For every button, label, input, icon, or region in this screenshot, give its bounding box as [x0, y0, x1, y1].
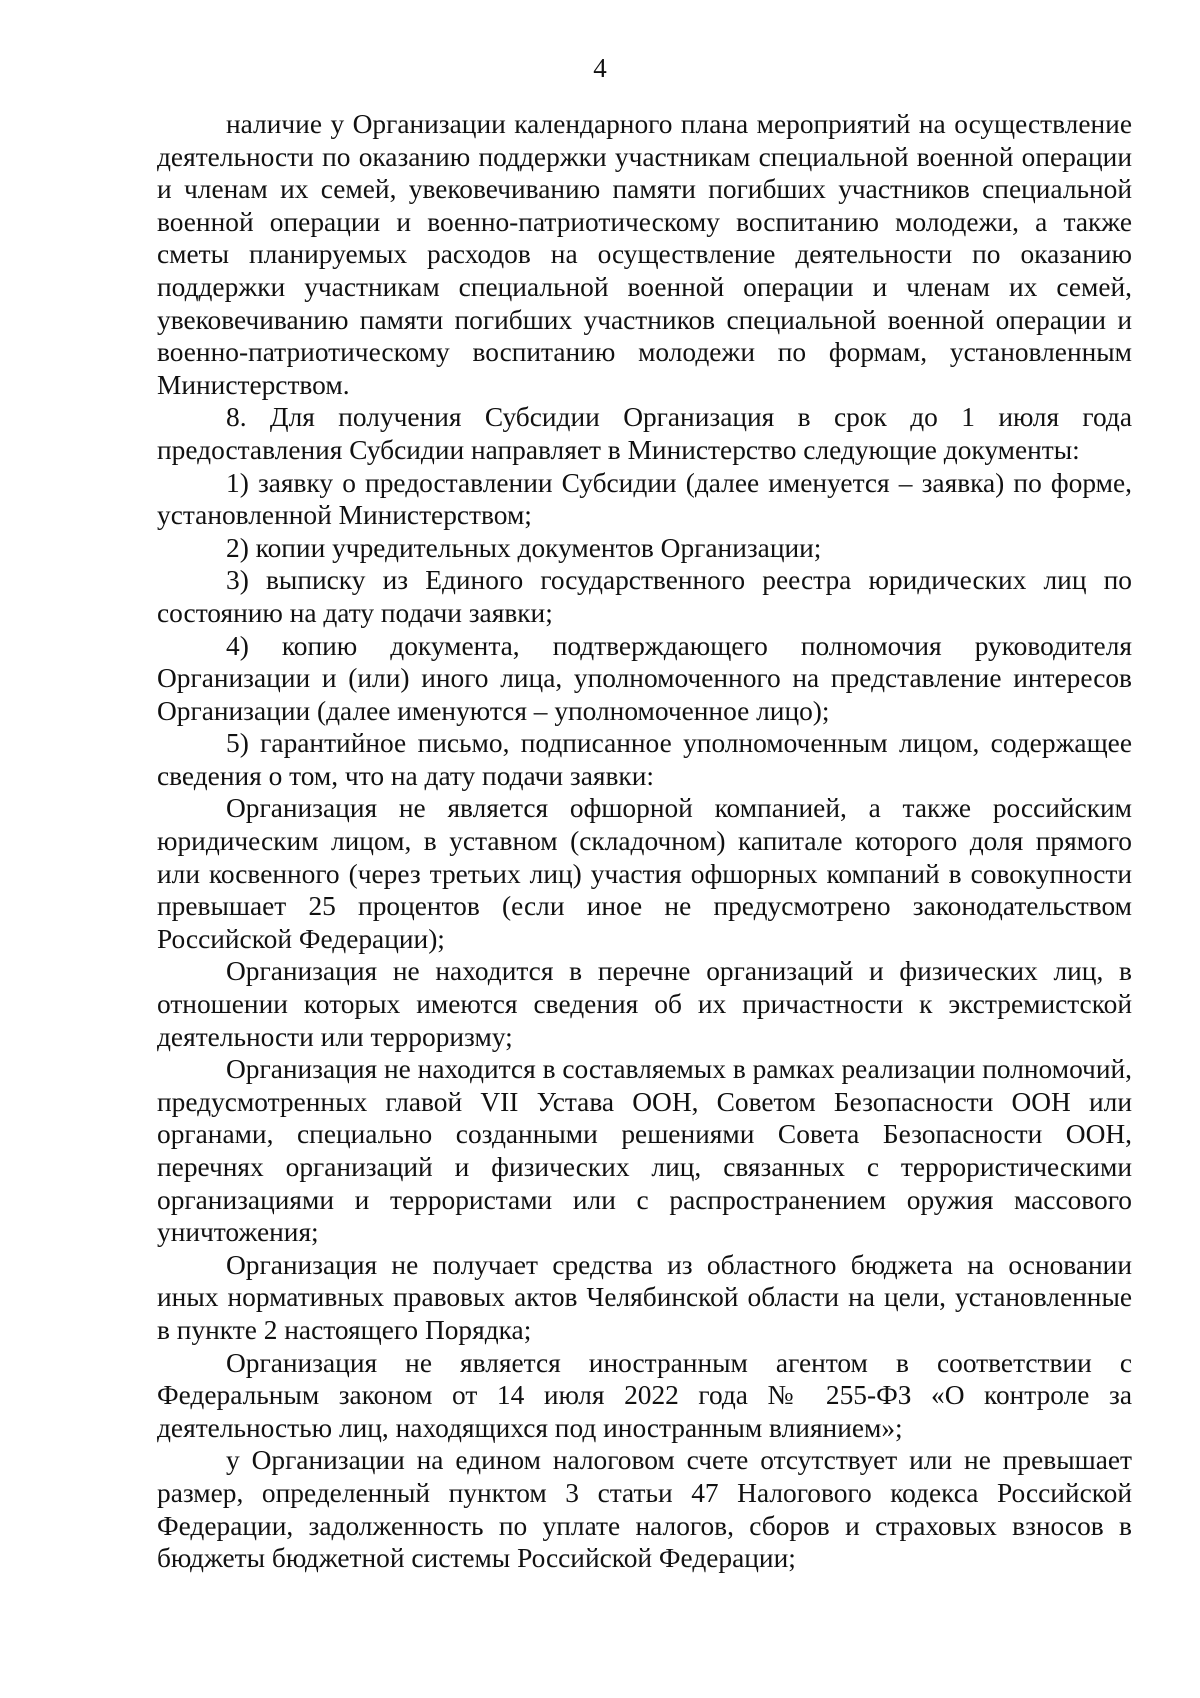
paragraph-item-8: 8. Для получения Субсидии Организация в срок до 1 июля года предоставления Субсидии направляет в Министерство следующие документы: — [157, 402, 1132, 465]
document-body — [157, 108, 1132, 1575]
condition-not-foreign-agent: Организация не является иностранным агентом в соответствии с Федеральным законом от 14 июля 2022 года № 255-ФЗ «О контроле за деятельностью лиц, находящихся под иностранным влиянием»; — [157, 1347, 1132, 1443]
condition-extremism-list: Организация не находится в перечне организаций и физических лиц, в отношении которых имеются сведения об их причастности к экстремистской деятельности или терроризму; — [157, 956, 1132, 1052]
condition-tax-debt: у Организации на едином налоговом счете отсутствует или не превышает размер, определенный пунктом 3 статьи 47 Налогового кодекса Российской Федерации, задолженность по уплате налогов, сборов и страховых взносов в бюджеты бюджетной системы Российской Федерации; — [157, 1445, 1132, 1574]
condition-un-lists: Организация не находится в составляемых в рамках реализации полномочий, предусмотренных главой VII Устава ООН, Советом Безопасности ООН или органами, специально созданными решениями Совета Безопасности ООН, перечнях организаций и физических лиц, связанных с террористическими организациями и террористами или с распространением оружия массового уничтожения; — [157, 1054, 1132, 1248]
list-item-guarantee-letter: 5) гарантийное письмо, подписанное уполномоченным лицом, содержащее сведения о том, что на дату подачи заявки: — [157, 728, 1132, 791]
condition-offshore: Организация не является офшорной компанией, а также российским юридическим лицом, в уставном (складочном) капитале которого доля прямого или косвенного (через третьих лиц) участия офшорных компаний в совокупности превышает 25 процентов (если иное не предусмотрено законодательством Российской Федерации); — [157, 793, 1132, 954]
paragraph-plan-and-estimate: наличие у Организации календарного плана мероприятий на осуществление деятельности по оказанию поддержки участникам специальной военной операции и членам их семей, увековечиванию памяти погибших участников специальной военной операции и военно-патриотическому воспитанию молодежи, а также сметы планируемых расходов на осуществление деятельности по оказанию поддержки участникам специальной военной операции и членам их семей, увековечиванию памяти погибших участников специальной военной операции и военно-патриотическому воспитанию молодежи по формам, установленным Министерством. — [157, 109, 1132, 400]
condition-no-other-budget-funds: Организация не получает средства из областного бюджета на основании иных нормативных правовых актов Челябинской области на цели, установленные в пункте 2 настоящего Порядка; — [157, 1249, 1132, 1345]
list-item-registry-extract: 3) выписку из Единого государственного реестра юридических лиц по состоянию на дату подачи заявки; — [157, 565, 1132, 628]
list-item-authority-document: 4) копию документа, подтверждающего полномочия руководителя Организации и (или) иного лица, уполномоченного на представление интересов Организации (далее именуются – уполномоченное лицо); — [157, 630, 1132, 726]
list-item-founding-documents: 2) копии учредительных документов Организации; — [226, 532, 822, 563]
list-item-application: 1) заявку о предоставлении Субсидии (далее именуется – заявка) по форме, установленной Министерством; — [157, 467, 1132, 531]
page-number: 4 — [593, 53, 607, 83]
